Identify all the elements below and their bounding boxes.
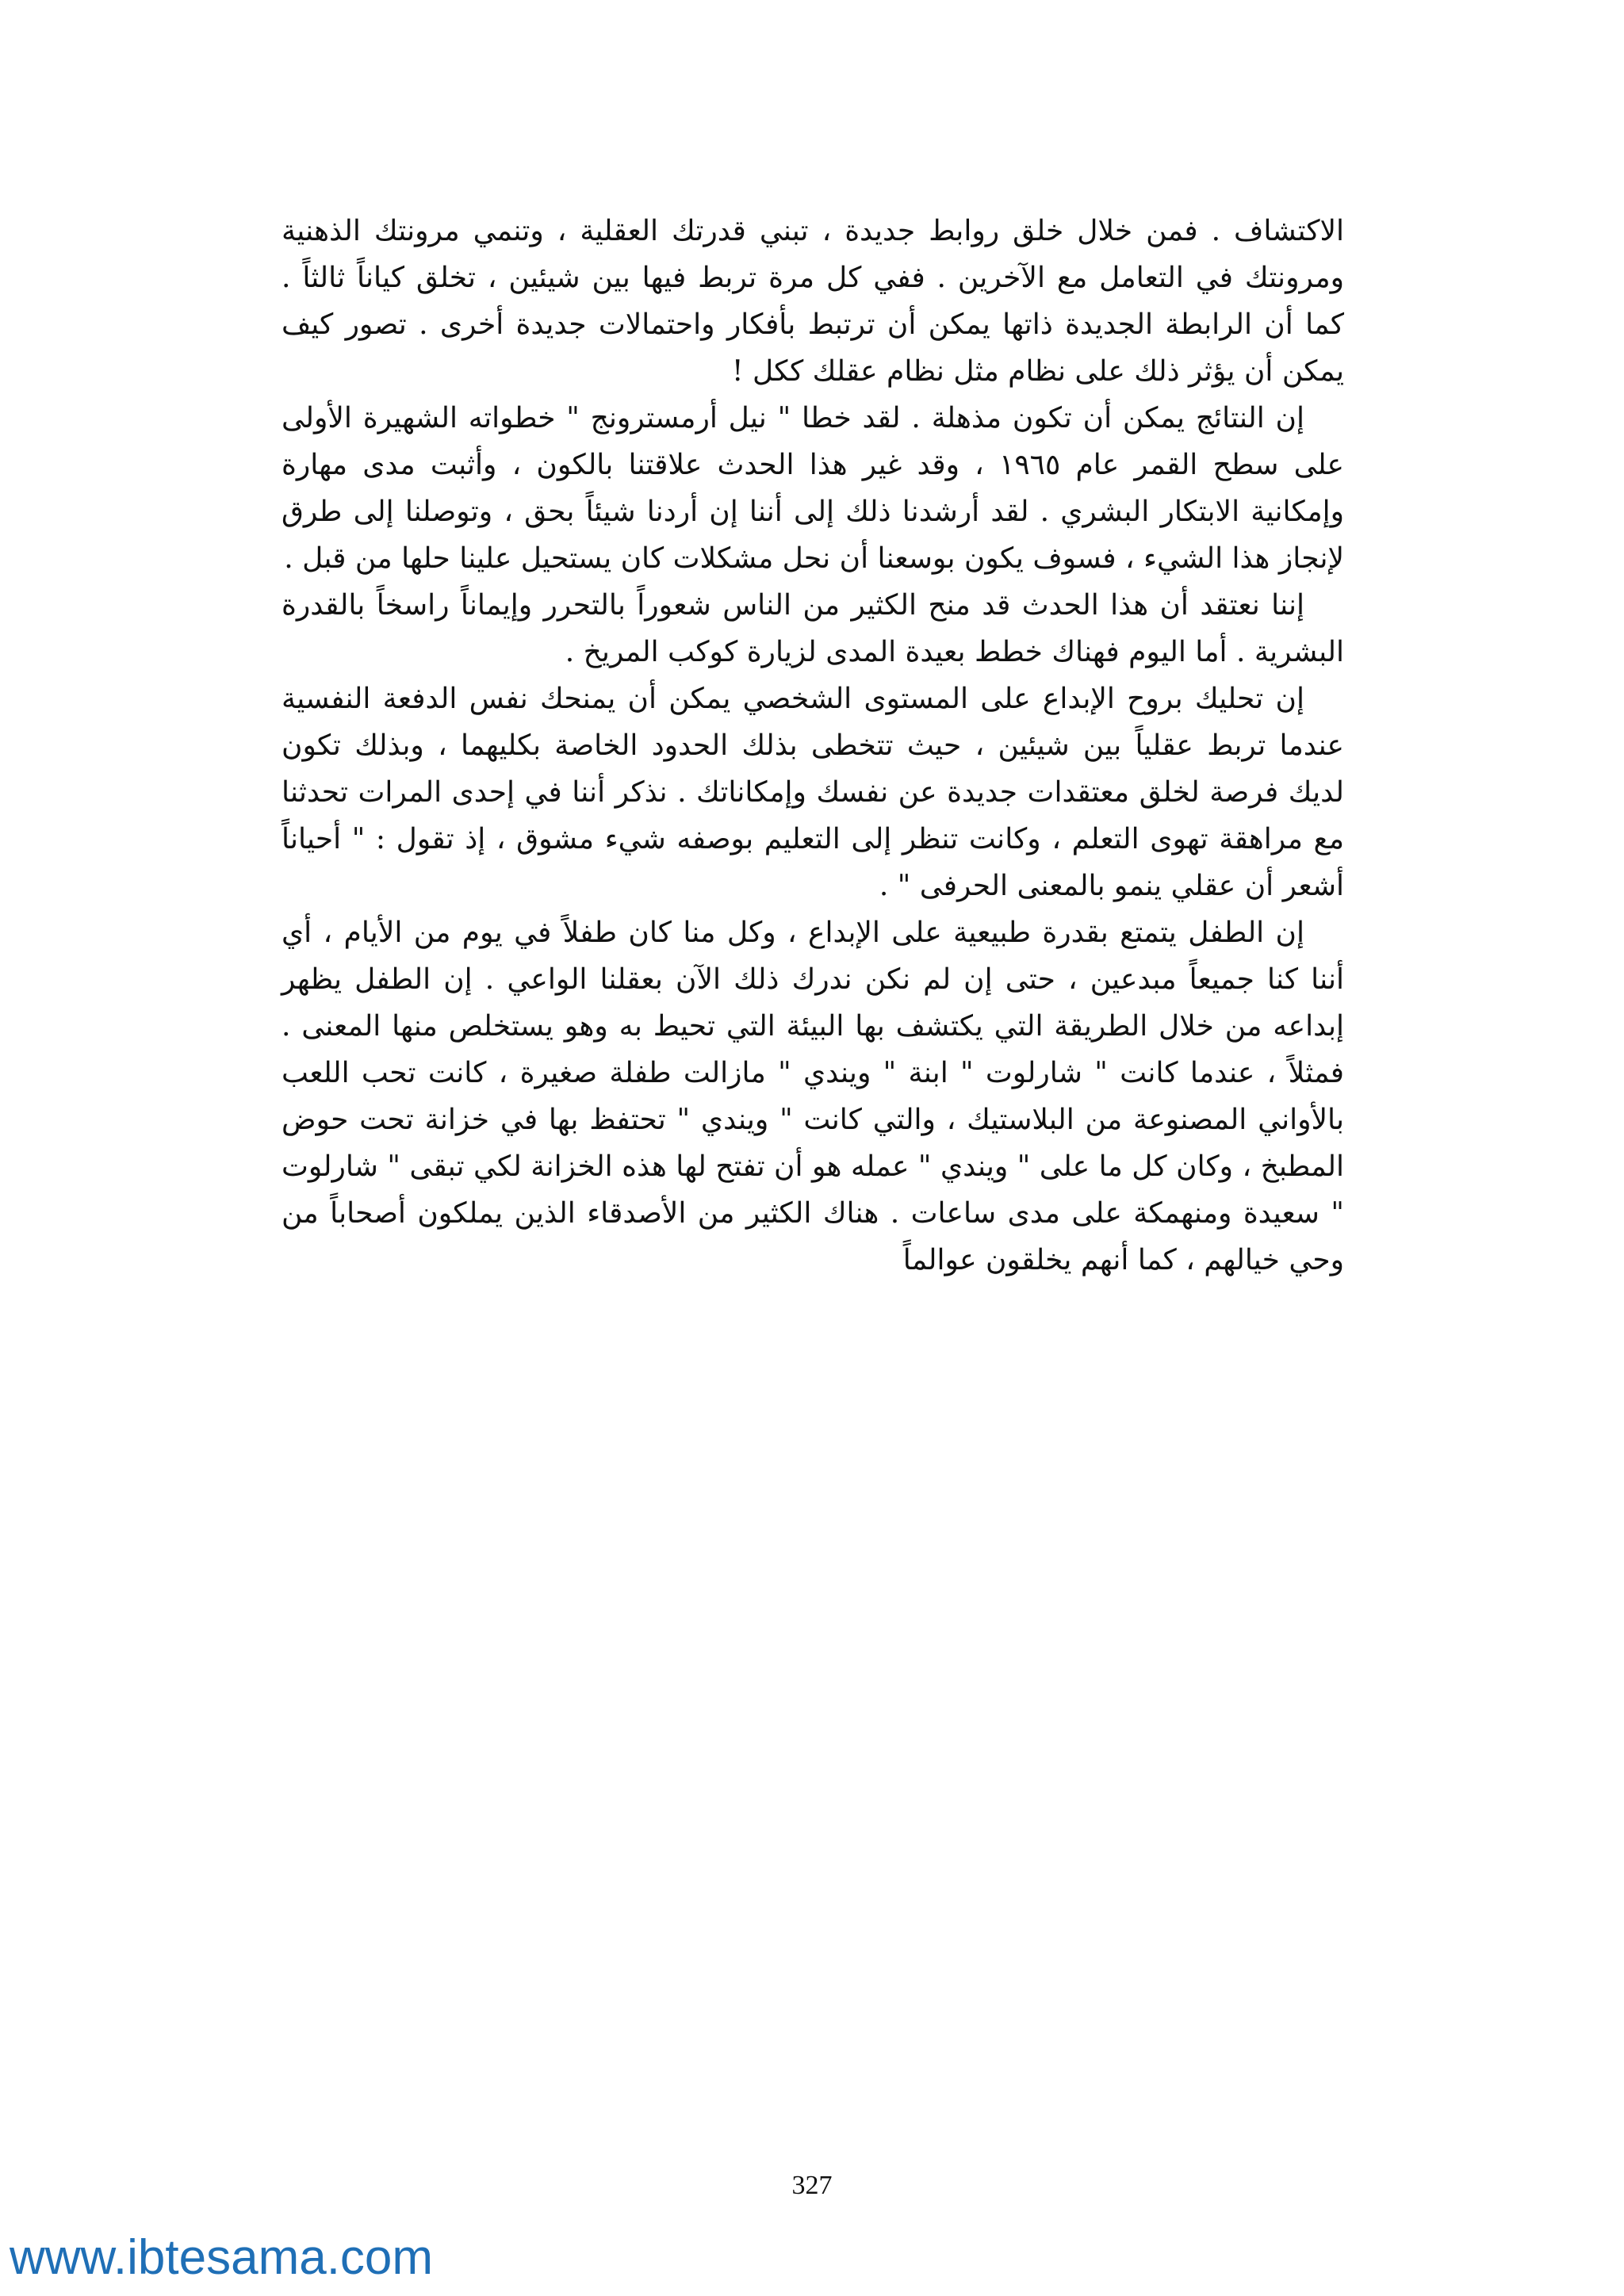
body-text: [282, 208, 1344, 1284]
paragraph-2: إن النتائج يمكن أن تكون مذهلة . لقد خطا " نيل أرمسترونج " خطواته الشهيرة الأولى على سطح القمر عام ١٩٦٥ ، وقد غير هذا الحدث علاقتنا بالكون ، وأثبت مدى مهارة وإمكانية الابتكار البشري . لقد أرشدنا ذلك إلى أننا إن أردنا شيئاً بحق ، وتوصلنا إلى طرق لإنجاز هذا الشيء ، فسوف يكون بوسعنا أن نحل مشكلات كان يستحيل علينا حلها من قبل .: [282, 402, 1344, 575]
paragraph-4: إن تحليك بروح الإبداع على المستوى الشخصي يمكن أن يمنحك نفس الدفعة النفسية عندما تربط عقلياً بين شيئين ، حيث تتخطى بذلك الحدود الخاصة بكليهما ، وبذلك تكون لديك فرصة لخلق معتقدات جديدة عن نفسك وإمكاناتك . نذكر أننا في إحدى المرات تحدثنا مع مراهقة تهوى التعلم ، وكانت تنظر إلى التعليم بوصفه شيء مشوق ، إذ تقول : " أحياناً أشعر أن عقلي ينمو بالمعنى الحرفى " .: [282, 683, 1344, 902]
paragraph-5: إن الطفل يتمتع بقدرة طبيعية على الإبداع ، وكل منا كان طفلاً في يوم من الأيام ، أي أننا كنا جميعاً مبدعين ، حتى إن لم نكن ندرك ذلك الآن بعقلنا الواعي . إن الطفل يظهر إبداعه من خلال الطريقة التي يكتشف بها البيئة التي تحيط به وهو يستخلص منها المعنى . فمثلاً ، عندما كانت " شارلوت " ابنة " ويندي " مازالت طفلة صغيرة ، كانت تحب اللعب بالأواني المصنوعة من البلاستيك ، والتي كانت " ويندي " تحتفظ بها في خزانة تحت حوض المطبخ ، وكان كل ما على " ويندي " عمله هو أن تفتح لها هذه الخزانة لكي تبقى " شارلوت " سعيدة ومنهمكة على مدى ساعات . هناك الكثير من الأصدقاء الذين يملكون أصحاباً من وحي خيالهم ، كما أنهم يخلقون عوالماً: [282, 916, 1344, 1276]
paragraph-1: الاكتشاف . فمن خلال خلق روابط جديدة ، تبني قدرتك العقلية ، وتنمي مرونتك الذهنية ومرونتك في التعامل مع الآخرين . ففي كل مرة تربط فيها بين شيئين ، تخلق كياناً ثالثاً . كما أن الرابطة الجديدة ذاتها يمكن أن ترتبط بأفكار واحتمالات جديدة أخرى . تصور كيف يمكن أن يؤثر ذلك على نظام مثل نظام عقلك ككل !: [282, 215, 1344, 388]
paragraph-3: إننا نعتقد أن هذا الحدث قد منح الكثير من الناس شعوراً بالتحرر وإيماناً راسخاً بالقدرة البشرية . أما اليوم فهناك خطط بعيدة المدى لزيارة كوكب المريخ .: [282, 589, 1344, 668]
watermark-url: www.ibtesama.com: [10, 2230, 434, 2285]
page-number: 327: [791, 2171, 833, 2200]
